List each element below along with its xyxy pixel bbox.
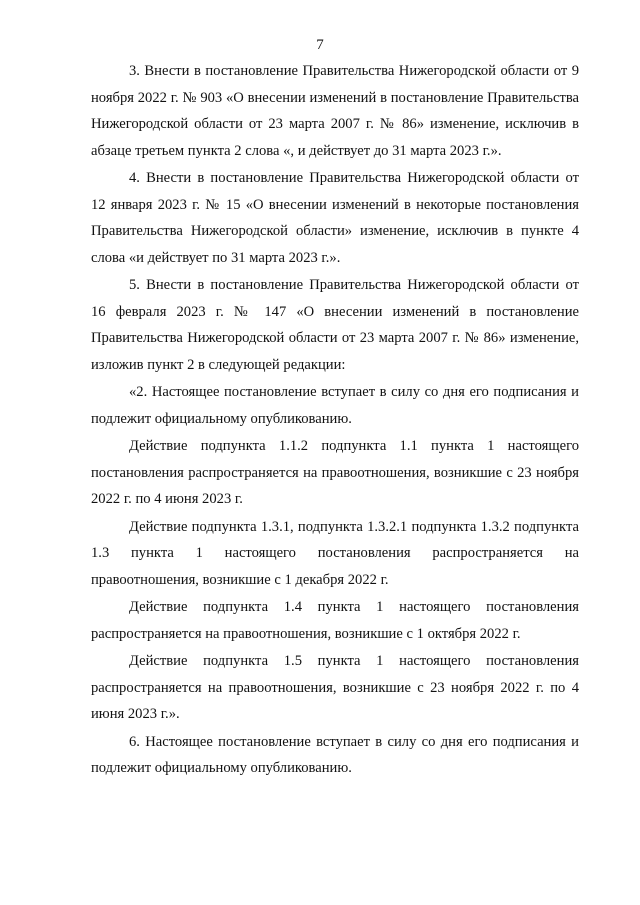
paragraph-4: 4. Внести в постановление Правительства Нижегородской области от 12 января 2023 г. № 15 «О внесении изменений в некоторые постановления Правительства Нижегородской области» изменение, исключив в пункте 4 слова «и действует по 31 марта 2023 г.».	[91, 170, 579, 266]
paragraph-3: 3. Внести в постановление Правительства Нижегородской области от 9 ноября 2022 г. № 903 «О внесении изменений в постановление Правительства Нижегородской области от 23 марта 2007 г. № 86» изменение, исключив в абзаце третьем пункта 2 слова «, и действует до 31 марта 2023 г.».	[91, 63, 579, 159]
quoted-paragraph-subclause-1-1-2: Действие подпункта 1.1.2 подпункта 1.1 пункта 1 настоящего постановления распространяется на правоотношения, возникшие с 23 ноября 2022 г. по 4 июня 2023 г.	[91, 438, 579, 507]
paragraph-5: 5. Внести в постановление Правительства Нижегородской области от 16 февраля 2023 г. № 147 «О внесении изменений в постановление Правительства Нижегородской области от 23 марта 2007 г. № 86» изменение, изложив пункт 2 в следующей редакции:	[91, 277, 579, 373]
quoted-paragraph-subclause-1-4: Действие подпункта 1.4 пункта 1 настоящего постановления распространяется на правоотношения, возникшие с 1 октября 2022 г.	[91, 599, 579, 642]
quoted-paragraph-subclause-1-5: Действие подпункта 1.5 пункта 1 настоящего постановления распространяется на правоотношения, возникшие с 23 ноября 2022 г. по 4 июня 2023 г.».	[91, 653, 579, 722]
document-body	[91, 58, 579, 782]
quoted-paragraph-2: «2. Настоящее постановление вступает в силу со дня его подписания и подлежит официальному опубликованию.	[91, 384, 579, 427]
page-number: 7	[316, 37, 324, 53]
paragraph-6: 6. Настоящее постановление вступает в силу со дня его подписания и подлежит официальному опубликованию.	[91, 733, 579, 776]
quoted-paragraph-subclause-1-3: Действие подпункта 1.3.1, подпункта 1.3.2.1 подпункта 1.3.2 подпункта 1.3 пункта 1 настоящего постановления распространяется на правоотношения, возникшие с 1 декабря 2022 г.	[91, 518, 579, 588]
